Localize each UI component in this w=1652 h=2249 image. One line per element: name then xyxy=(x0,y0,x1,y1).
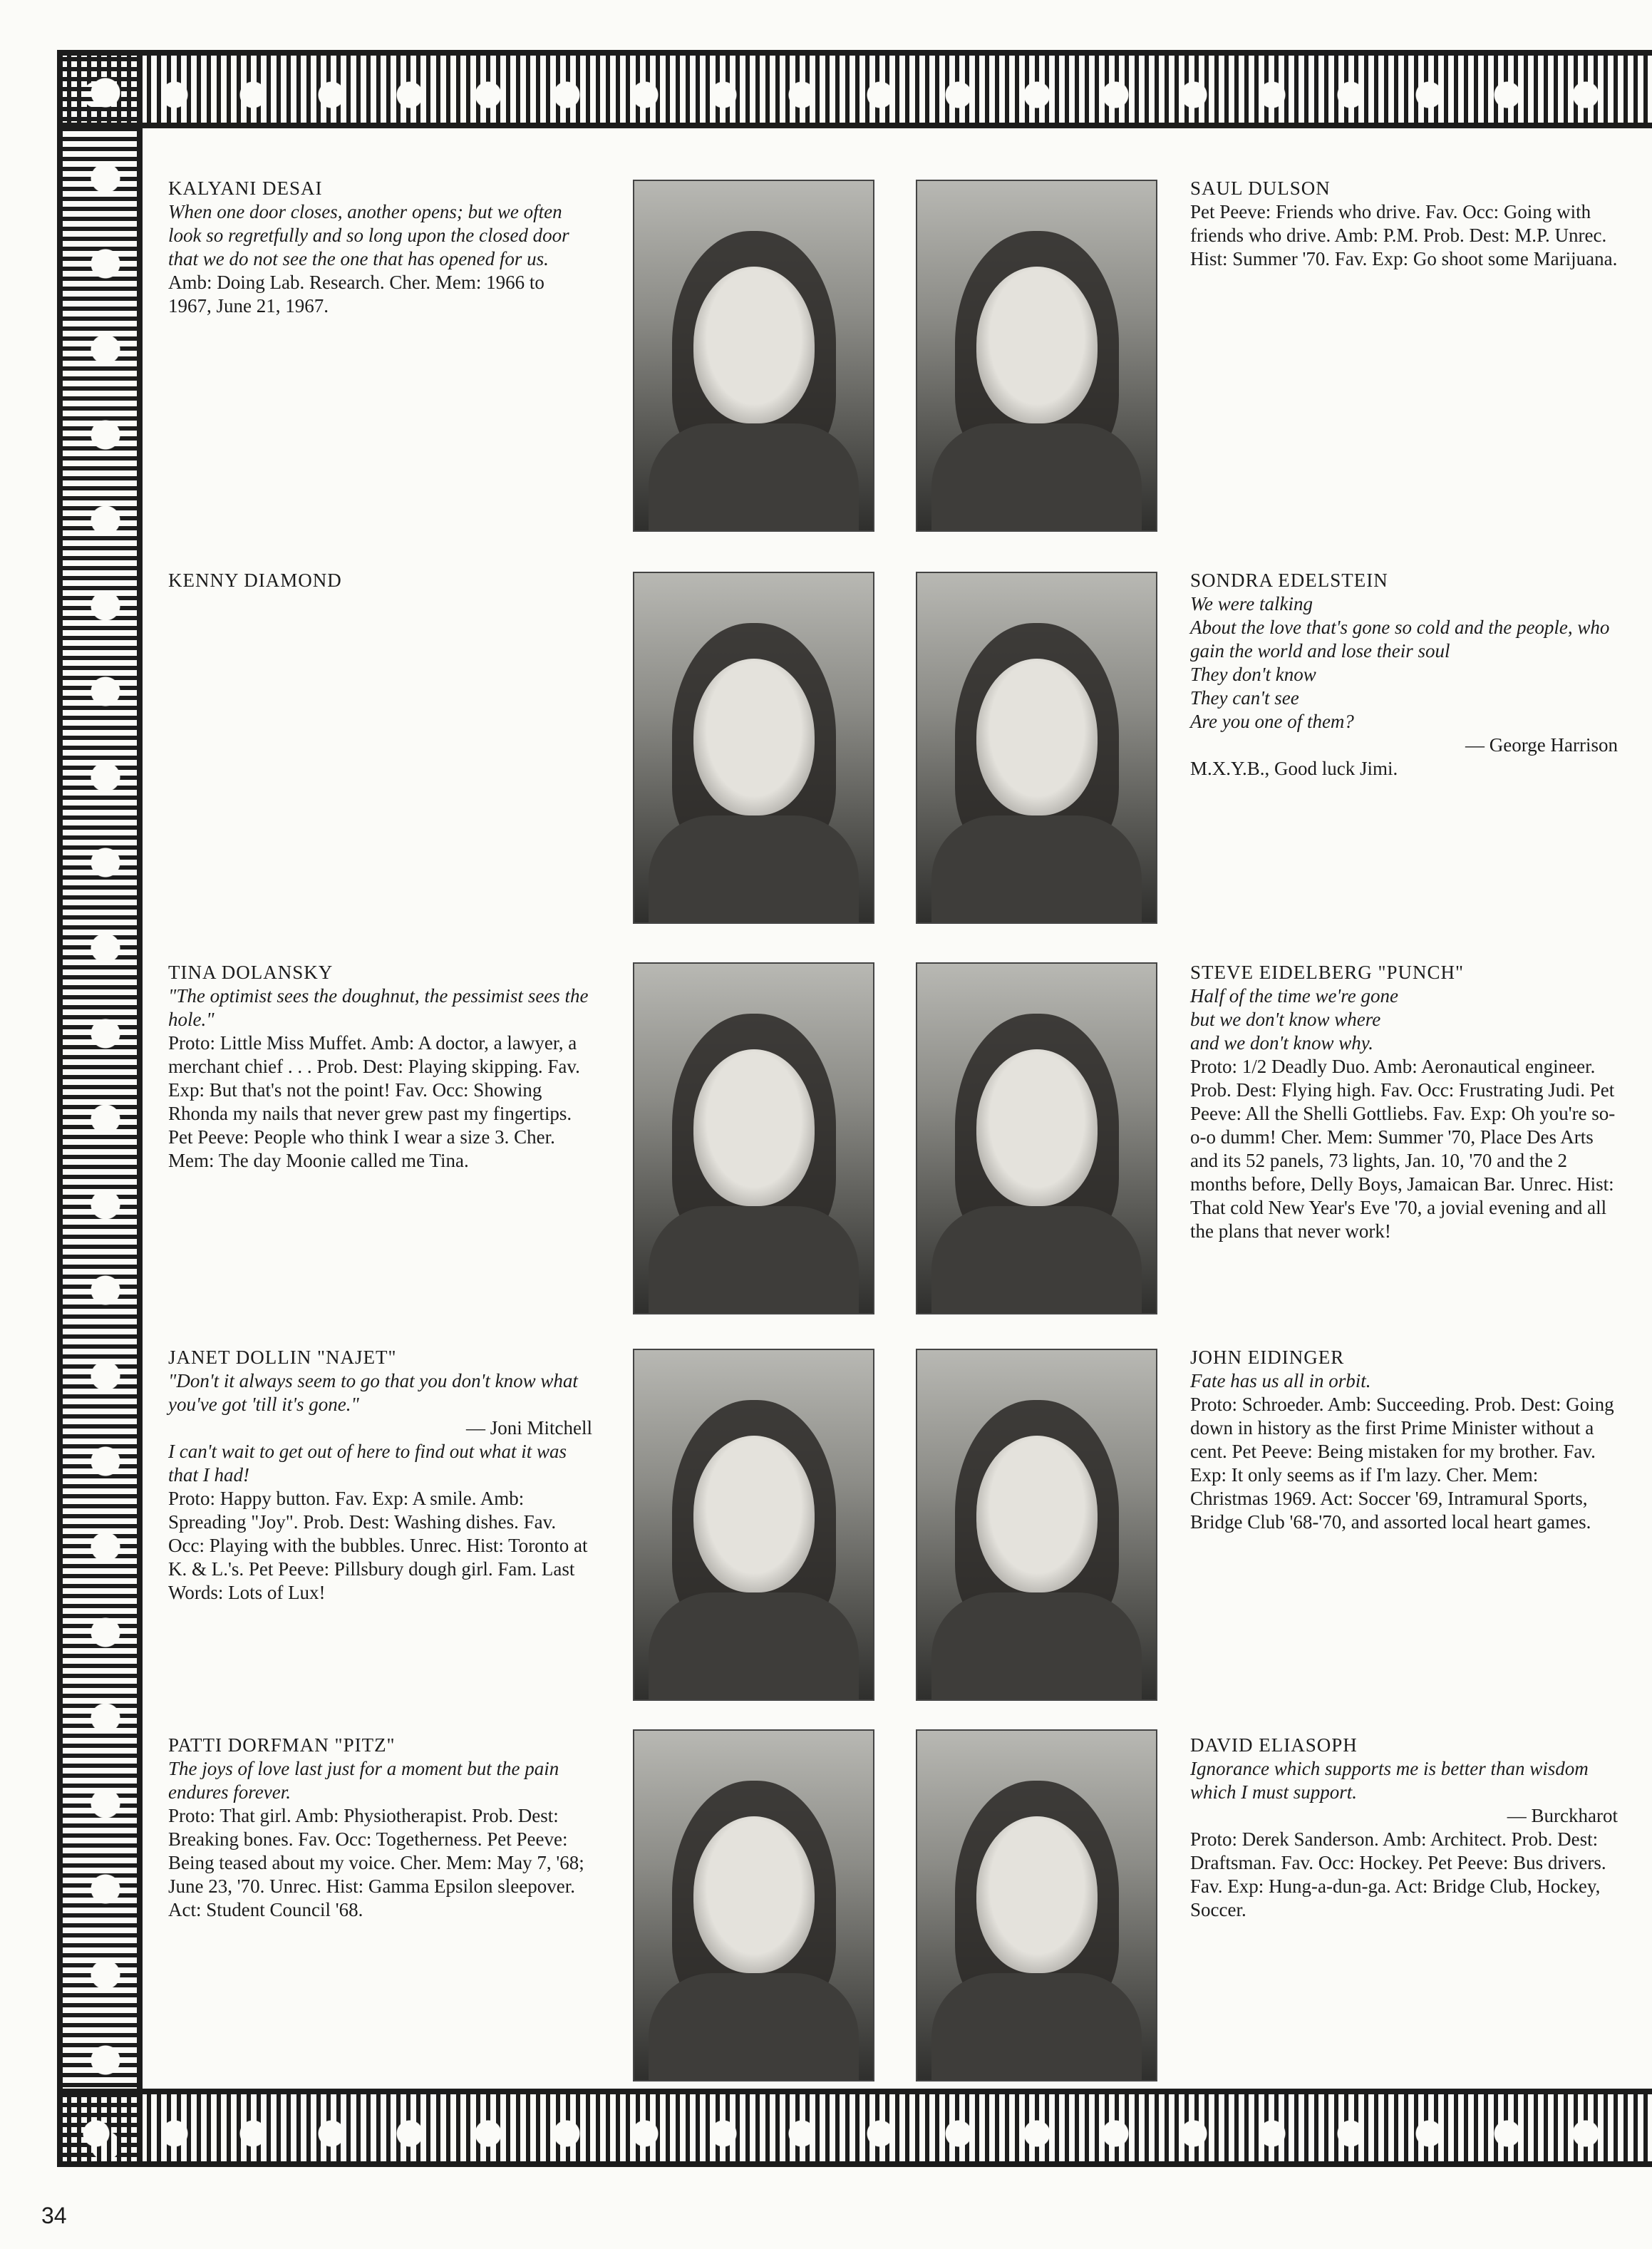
ornamental-border-bottom xyxy=(57,2089,1652,2167)
senior-entry xyxy=(1190,569,1618,781)
quote-attribution: — Joni Mitchell xyxy=(466,1417,592,1439)
student-details: Proto: That girl. Amb: Physiotherapist. Prob. Dest: Breaking bones. Fav. Occ: Togetherness. Pet Peeve: Being teased about my voice. Cher. Mem: May 7, '68; June 23, '70. Unrec. Hist: Gamma Epsilon sleepover. Act: Student Council '68. xyxy=(168,1805,584,1920)
senior-entry xyxy=(1190,1734,1618,1922)
student-name: STEVE EIDELBERG "PUNCH" xyxy=(1190,962,1465,983)
student-portrait xyxy=(633,572,874,924)
quote-attribution: — Burckharot xyxy=(1507,1805,1618,1826)
senior-entry xyxy=(1190,1346,1618,1534)
senior-entry xyxy=(168,961,592,1173)
senior-entry xyxy=(1190,177,1618,271)
student-details: M.X.Y.B., Good luck Jimi. xyxy=(1190,758,1398,779)
student-details: Proto: 1/2 Deadly Duo. Amb: Aeronautical engineer. Prob. Dest: Flying high. Fav. Occ: Frustrating Judi. Pet Peeve: All the Shelli Gottliebs. Fav. Exp: Oh you're so-o-o dumm! Cher. Mem: Summer '70, Place Des Arts and its 52 panels, 73 lights, Jan. 10, '70 and the 2 months before, Delly Boys, Jamaican Bar. Unrec. Hist: That cold New Year's Eve '70, a jovial evening and all the plans that never work! xyxy=(1190,1056,1616,1242)
senior-entry xyxy=(1190,961,1618,1243)
senior-entry xyxy=(168,569,592,592)
student-name: SAUL DULSON xyxy=(1190,177,1331,199)
student-name: SONDRA EDELSTEIN xyxy=(1190,570,1388,591)
student-details: Proto: Schroeder. Amb: Succeeding. Prob. Dest: Going down in history as the first Prime Minister without a cent. Pet Peeve: Being mistaken for my brother. Fav. Exp: It only seems as if I'm lazy. Cher. Mem: Christmas 1969. Act: Soccer '69, Intramural Sports, Bridge Club '68-'70, and assorted local heart games. xyxy=(1190,1394,1614,1533)
student-quote-second: I can't wait to get out of here to find out what it was that I had! xyxy=(168,1441,567,1486)
student-portrait xyxy=(916,572,1157,924)
student-name: DAVID ELIASOPH xyxy=(1190,1734,1358,1756)
senior-entry xyxy=(168,1734,592,1922)
page-number: 34 xyxy=(41,2203,67,2228)
student-name: JOHN EIDINGER xyxy=(1190,1347,1345,1368)
senior-entry xyxy=(168,1346,592,1605)
student-name: PATTI DORFMAN "PITZ" xyxy=(168,1734,396,1756)
student-quote: Ignorance which supports me is better than wisdom which I must support. xyxy=(1190,1758,1589,1803)
student-quote: "Don't it always seem to go that you don't know what you've got 'till it's gone." xyxy=(168,1370,578,1415)
student-details: Proto: Derek Sanderson. Amb: Architect. Prob. Dest: Draftsman. Fav. Occ: Hockey. Pet Peeve: Bus drivers. Fav. Exp: Hung-a-dun-ga. Act: Bridge Club, Hockey, Soccer. xyxy=(1190,1828,1606,1920)
student-name: JANET DOLLIN "NAJET" xyxy=(168,1347,397,1368)
student-quote: The joys of love last just for a moment but the pain endures forever. xyxy=(168,1758,559,1803)
student-quote: When one door closes, another opens; but we often look so regretfully and so long upon the closed door that we do not see the one that has opened for us. xyxy=(168,201,569,269)
student-portrait xyxy=(916,1729,1157,2081)
student-details: Amb: Doing Lab. Research. Cher. Mem: 1966 to 1967, June 21, 1967. xyxy=(168,272,544,316)
student-details: Proto: Little Miss Muffet. Amb: A doctor, a lawyer, a merchant chief . . . Prob. Dest: Playing skipping. Fav. Exp: But that's not the point! Fav. Occ: Showing Rhonda my nails that never grew past my fingertips. Pet Peeve: People who think I wear a size 3. Cher. Mem: The day Moonie called me Tina. xyxy=(168,1032,580,1171)
student-name: KENNY DIAMOND xyxy=(168,570,342,591)
ornamental-border-left xyxy=(57,50,143,2167)
student-quote: Fate has us all in orbit. xyxy=(1190,1370,1371,1391)
student-portrait xyxy=(633,180,874,532)
student-portrait xyxy=(916,1349,1157,1701)
student-quote: Half of the time we're gone but we don't know where and we don't know why. xyxy=(1190,985,1398,1054)
student-portrait xyxy=(633,1349,874,1701)
student-portrait xyxy=(916,962,1157,1314)
ornamental-border-top xyxy=(57,50,1652,128)
student-portrait xyxy=(916,180,1157,532)
quote-attribution: — George Harrison xyxy=(1465,734,1618,756)
student-portrait xyxy=(633,1729,874,2081)
student-quote: "The optimist sees the doughnut, the pessimist sees the hole." xyxy=(168,985,589,1030)
student-quote: We were talking About the love that's gone so cold and the people, who gain the world and lose their soul They don't know They can't see Are you one of them? xyxy=(1190,593,1610,732)
student-details: Proto: Happy button. Fav. Exp: A smile. Amb: Spreading "Joy". Prob. Dest: Washing dishes. Fav. Occ: Playing with the bubbles. Unrec. Hist: Toronto at K. & L.'s. Pet Peeve: Pillsbury dough girl. Fam. Last Words: Lots of Lux! xyxy=(168,1488,588,1603)
student-details: Pet Peeve: Friends who drive. Fav. Occ: Going with friends who drive. Amb: P.M. Prob. Dest: M.P. Unrec. Hist: Summer '70. Fav. Exp: Go shoot some Marijuana. xyxy=(1190,201,1618,269)
student-name: TINA DOLANSKY xyxy=(168,962,334,983)
student-portrait xyxy=(633,962,874,1314)
senior-entry xyxy=(168,177,592,318)
student-name: KALYANI DESAI xyxy=(168,177,323,199)
